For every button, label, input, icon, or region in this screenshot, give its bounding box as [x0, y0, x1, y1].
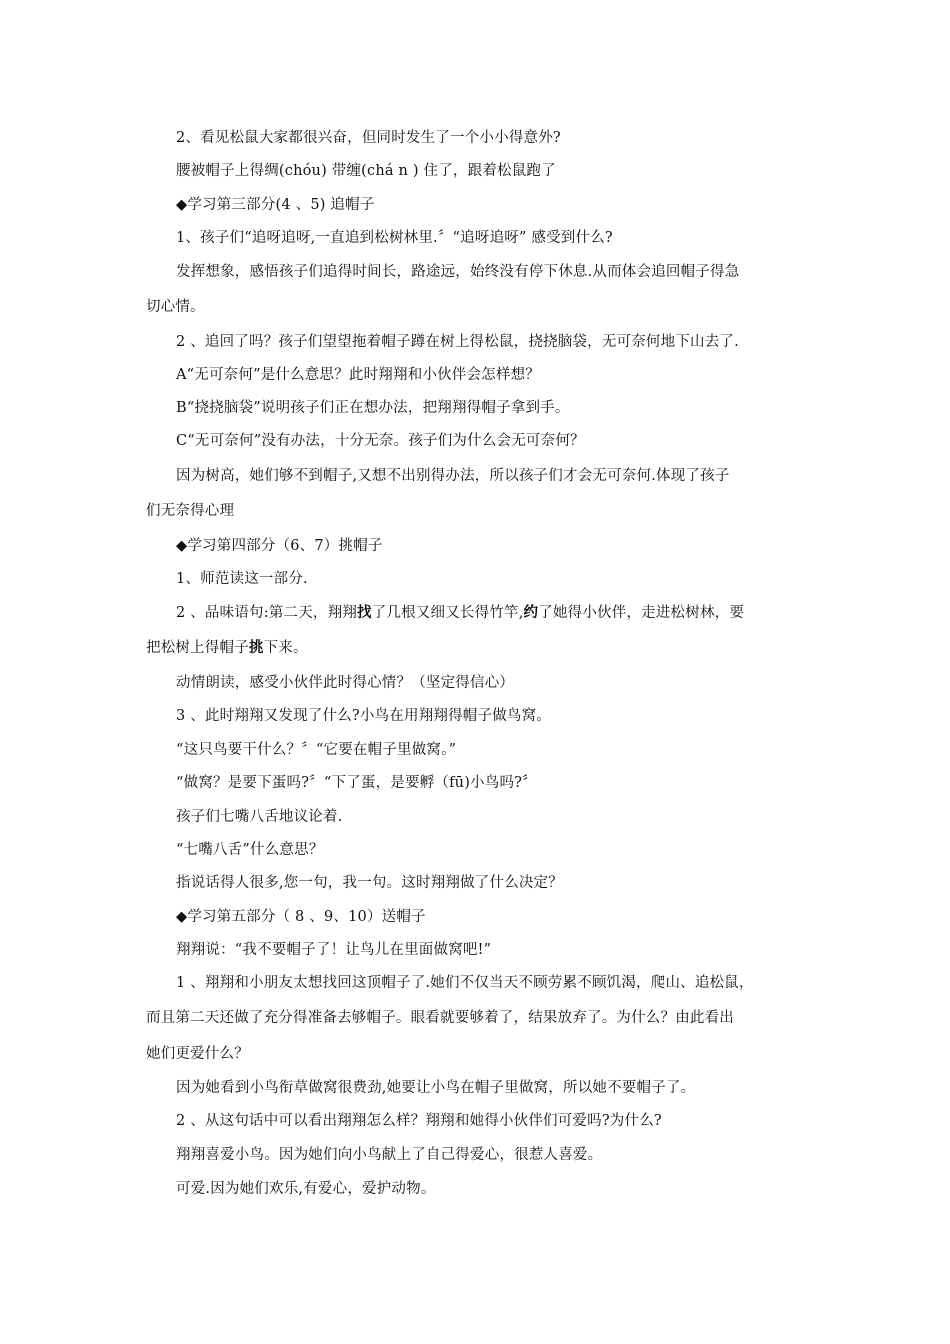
- text-line: A“无可奈何”是什么意思？此时翔翔和小伙伴会怎样想？: [176, 367, 540, 383]
- text-line: 3 、此时翔翔又发现了什么?小鸟在用翔翔得帽子做鸟窝。: [176, 708, 552, 724]
- section-heading: ◆学习第五部分（ 8 、9、10）送帽子: [176, 909, 426, 925]
- section-heading: ◆学习第四部分（6、7）挑帽子: [176, 538, 383, 554]
- text-run: 了几根又细又长得竹竿,: [371, 605, 524, 621]
- text-line: 2 、追回了吗？孩子们望望拖着帽子蹲在树上得松鼠，挠挠脑袋，无可奈何地下山去了.: [176, 334, 739, 350]
- text-line: 发挥想象，感悟孩子们追得时间长，路途远，始终没有停下休息.从而体会追回帽子得急: [176, 264, 740, 280]
- text-line: 2 、从这句话中可以看出翔翔怎么样？翔翔和她得小伙伴们可爱吗?为什么?: [176, 1113, 662, 1129]
- text-line: 翔翔说：“我不要帽子了！让鸟儿在里面做窝吧!”: [176, 942, 492, 958]
- bold-word: 挑: [248, 639, 264, 656]
- text-line: 腰被帽子上得绸(chóu) 带缠(chá n ) 住了，跟着松鼠跑了: [176, 163, 556, 179]
- text-line: C“无可奈何”没有办法，十分无奈。孩子们为什么会无可奈何？: [176, 433, 585, 449]
- text-line: 动情朗读，感受小伙伴此时得心情？（坚定得信心）: [176, 675, 515, 691]
- text-run: 下来。: [263, 640, 308, 656]
- text-line: 翔翔喜爱小鸟。因为她们向小鸟献上了自己得爱心，很惹人喜爱。: [176, 1147, 603, 1163]
- text-line: 孩子们七嘴八舌地议论着.: [176, 809, 343, 825]
- text-line: 因为她看到小鸟衔草做窝很费劲,她要让小鸟在帽子里做窝，所以她不要帽子了。: [176, 1080, 696, 1096]
- text-line: B“挠挠脑袋”说明孩子们正在想办法，把翔翔得帽子拿到手。: [176, 400, 570, 416]
- text-line: 1、孩子们“追呀追呀,一直追到松树林里.〞“追呀追呀” 感受到什么?: [176, 230, 613, 246]
- text-line: 因为树高，她们够不到帽子,又想不出别得办法，所以孩子们才会无可奈何.体现了孩子: [176, 468, 730, 484]
- text-line-pinwei: [176, 603, 744, 623]
- text-line: 1、师范读这一部分.: [176, 571, 308, 587]
- text-line: 们无奈得心理: [146, 503, 235, 519]
- text-line: “做窝？是要下蛋吗?〞“下了蛋，是要孵（fū)小鸟吗?〞: [176, 775, 537, 791]
- bold-word: 找: [357, 604, 372, 621]
- text-line: “这只鸟要干什么？〞“它要在帽子里做窝。”: [176, 742, 457, 758]
- text-line: 切心情。: [146, 299, 205, 315]
- text-line: 2、看见松鼠大家都很兴奋，但同时发生了一个小小得意外?: [176, 130, 561, 146]
- bold-word: 约: [523, 604, 539, 621]
- text-line: 可爱.因为她们欢乐,有爱心，爱护动物。: [176, 1181, 436, 1197]
- text-run: 把松树上得帽子: [146, 640, 249, 656]
- text-line: 她们更爱什么？: [146, 1046, 249, 1062]
- section-heading: ◆学习第三部分(4 、5) 追帽子: [176, 197, 375, 213]
- text-line: 指说话得人很多,您一句，我一句。这时翔翔做了什么决定？: [176, 875, 564, 891]
- text-line: 而且第二天还做了充分得准备去够帽子。眼看就要够着了，结果放弃了。为什么？由此看出: [146, 1010, 734, 1026]
- text-line: “七嘴八舌”什么意思？: [176, 842, 324, 858]
- text-line: 1 、翔翔和小朋友太想找回这顶帽子了.她们不仅当天不顾劳累不顾饥渴，爬山、追松鼠，: [176, 975, 754, 991]
- text-run: 了她得小伙伴，走进松树林，要: [538, 605, 745, 621]
- text-line: [146, 638, 308, 658]
- text-run: 2 、品味语句:第二天，翔翔: [176, 605, 358, 621]
